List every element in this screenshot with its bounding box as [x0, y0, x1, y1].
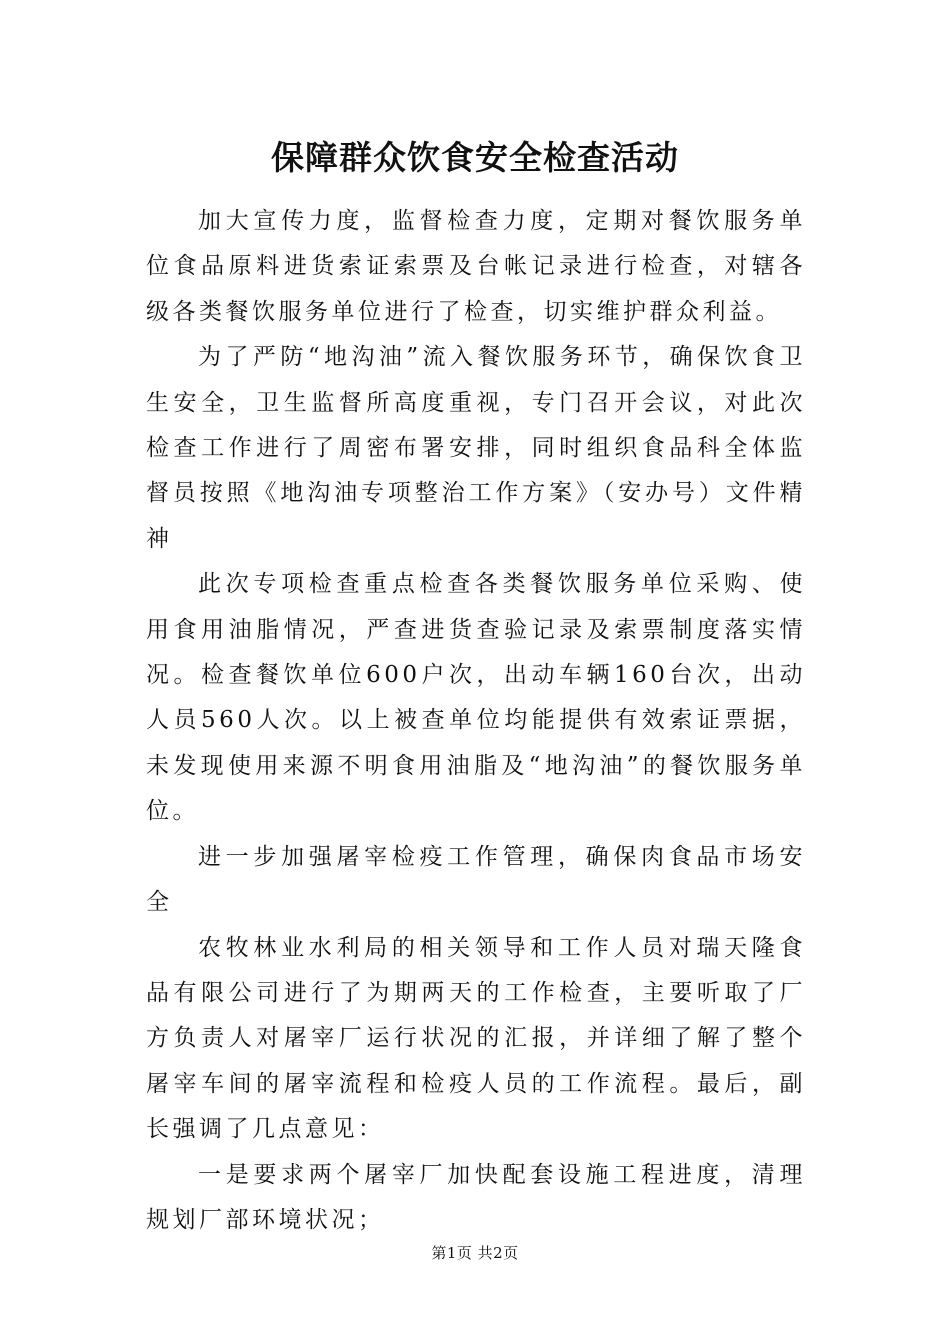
- document-body: [146, 199, 806, 1243]
- paragraph: 农牧林业水利局的相关领导和工作人员对瑞天隆食品有限公司进行了为期两天的工作检查，主要听取了厂方负责人对屠宰厂运行状况的汇报，并详细了解了整个屠宰车间的屠宰流程和检疫人员的工作流程。最后，副长强调了几点意见：: [146, 934, 806, 1143]
- document-title: 保障群众饮食安全检查活动: [271, 138, 679, 177]
- paragraph: 加大宣传力度，监督检查力度，定期对餐饮服务单位食品原料进货索证索票及台帐记录进行检查，对辖各级各类餐饮服务单位进行了检查，切实维护群众利益。: [146, 208, 806, 325]
- paragraph: 进一步加强屠宰检疫工作管理，确保肉食品市场安全: [146, 843, 806, 916]
- paragraph: 为了严防“地沟油”流入餐饮服务环节，确保饮食卫生安全，卫生监督所高度重视，专门召开会议，对此次检查工作进行了周密布署安排，同时组织食品科全体监督员按照《地沟油专项整治工作方案》（安办号）文件精神: [146, 344, 806, 552]
- paragraph: 一是要求两个屠宰厂加快配套设施工程进度，清理规划厂部环境状况；: [146, 1161, 806, 1233]
- page-footer: 第1页 共2页: [431, 1244, 519, 1262]
- paragraph: 此次专项检查重点检查各类餐饮服务单位采购、使用食用油脂情况，严查进货查验记录及索票制度落实情况。检查餐饮单位600户次，出动车辆160台次，出动人员560人次。以上被查单位均能提供有效索证票据，未发现使用来源不明食用油脂及“地沟油”的餐饮服务单位。: [146, 571, 806, 825]
